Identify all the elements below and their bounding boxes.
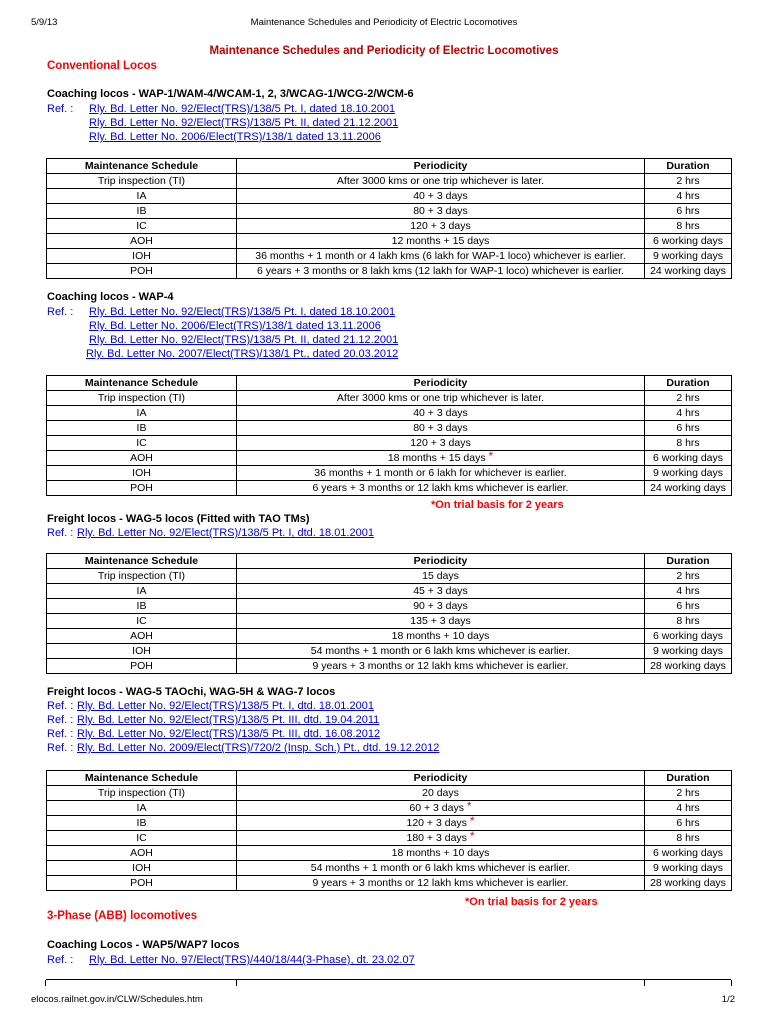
table-cell: 2 hrs	[645, 786, 732, 801]
table-cell: AOH	[47, 451, 237, 466]
table-cell: 18 months + 10 days	[237, 629, 645, 644]
table-cell: 6 years + 3 months or 12 lakh kms whichever is earlier.	[237, 481, 645, 496]
table-row	[47, 629, 732, 644]
block2-ref-link[interactable]	[89, 320, 381, 332]
table-cell: 9 working days	[645, 861, 732, 876]
reference-link[interactable]: Rly. Bd. Letter No. 92/Elect(TRS)/138/5 Pt. III, dtd. 19.04.2011	[77, 714, 380, 726]
table-cell: 80 + 3 days	[237, 421, 645, 436]
table-cell: 120 + 3 days	[237, 219, 645, 234]
table-cell: 18 months + 10 days	[237, 846, 645, 861]
reference-link[interactable]: Rly. Bd. Letter No. 92/Elect(TRS)/138/5 Pt. I, dated 18.10.2001	[89, 103, 396, 115]
page-title: Maintenance Schedules and Periodicity of Electric Locomotives	[209, 45, 559, 57]
block1-ref-label: Ref. :	[47, 103, 74, 115]
block4-ref-label: Ref. :	[47, 714, 74, 726]
table-cell: 12 months + 15 days	[237, 234, 645, 249]
trial-star-marker: *	[466, 800, 472, 813]
table-row	[47, 219, 732, 234]
block2-ref-link[interactable]	[86, 348, 398, 360]
reference-link[interactable]: Rly. Bd. Letter No. 2007/Elect(TRS)/138/1 Pt., dated 20.03.2012	[86, 348, 399, 360]
table-cell: POH	[47, 264, 237, 279]
table-cell: Trip inspection (TI)	[47, 174, 237, 189]
table-cell: 2 hrs	[645, 569, 732, 584]
table-row	[47, 801, 732, 816]
table-row	[47, 249, 732, 264]
block4-ref-link[interactable]	[77, 714, 379, 726]
table-cell: 90 + 3 days	[237, 599, 645, 614]
table-cell: 8 hrs	[645, 614, 732, 629]
trial-note: *On trial basis for 2 years	[465, 896, 598, 908]
table-row	[47, 816, 732, 831]
table-row	[47, 786, 732, 801]
table-row	[47, 204, 732, 219]
table-cell: 18 months + 15 days *	[237, 451, 645, 466]
table-cell: 6 hrs	[645, 204, 732, 219]
block1-title: Coaching locos - WAP-1/WAM-4/WCAM-1, 2, 3/WCAG-1/WCG-2/WCM-6	[47, 88, 414, 100]
table-cell: 9 years + 3 months or 12 lakh kms whichever is earlier.	[237, 659, 645, 674]
block2-ref-link[interactable]	[89, 334, 398, 346]
reference-link[interactable]: Rly. Bd. Letter No. 92/Elect(TRS)/138/5 Pt. III, dtd. 16.08.2012	[77, 728, 381, 740]
table-cell: Trip inspection (TI)	[47, 391, 237, 406]
table-row	[47, 584, 732, 599]
reference-link[interactable]: Rly. Bd. Letter No. 92/Elect(TRS)/138/5 Pt. II, dated 21.12.2001	[89, 334, 399, 346]
table-cell: IOH	[47, 466, 237, 481]
table-cell: 6 years + 3 months or 8 lakh kms (12 lakh for WAP-1 loco) whichever is earlier.	[237, 264, 645, 279]
table-cell: IA	[47, 801, 237, 816]
table-row	[47, 189, 732, 204]
block5-ref-label: Ref. :	[47, 954, 74, 966]
table-cell: 54 months + 1 month or 6 lakh kms whichever is earlier.	[237, 861, 645, 876]
reference-link[interactable]: Rly. Bd. Letter No. 92/Elect(TRS)/138/5 Pt. I, dtd. 18.01.2001	[77, 527, 374, 539]
table-cell: 4 hrs	[645, 801, 732, 816]
table-row	[47, 614, 732, 629]
table-cell: IOH	[47, 861, 237, 876]
table-cell: 40 + 3 days	[237, 406, 645, 421]
table-cell: After 3000 kms or one trip whichever is later.	[237, 174, 645, 189]
table-cell: IB	[47, 204, 237, 219]
table-row	[47, 391, 732, 406]
table-cell: 9 years + 3 months or 12 lakh kms whichever is earlier.	[237, 876, 645, 891]
table-cell: IOH	[47, 249, 237, 264]
block1-ref-link[interactable]	[89, 117, 398, 129]
table-cell: 6 working days	[645, 846, 732, 861]
table-cell: 24 working days	[645, 481, 732, 496]
table-row	[47, 599, 732, 614]
print-header	[0, 17, 768, 31]
col-header-duration: Duration	[645, 771, 732, 786]
table-cell: 45 + 3 days	[237, 584, 645, 599]
table-cell: 9 working days	[645, 466, 732, 481]
block1-ref-link[interactable]	[89, 131, 381, 143]
block4-ref-label: Ref. :	[47, 728, 74, 740]
table-cell: 6 hrs	[645, 421, 732, 436]
reference-link[interactable]: Rly. Bd. Letter No. 2009/Elect(TRS)/720/2 (Insp. Sch.) Pt., dtd. 19.12.2012	[77, 742, 440, 754]
table-row	[47, 861, 732, 876]
reference-link[interactable]: Rly. Bd. Letter No. 2006/Elect(TRS)/138/1 dated 13.11.2006	[89, 320, 381, 332]
table-cell: IB	[47, 599, 237, 614]
print-title: Maintenance Schedules and Periodicity of Electric Locomotives	[250, 17, 518, 28]
section-conventional: Conventional Locos	[47, 60, 157, 72]
table-cell: POH	[47, 481, 237, 496]
table-cell: 2 hrs	[645, 174, 732, 189]
trial-star-marker: *	[488, 450, 494, 463]
col-header-duration: Duration	[645, 554, 732, 569]
block5-title: Coaching Locos - WAP5/WAP7 locos	[47, 939, 240, 951]
table-row	[47, 644, 732, 659]
table-cell: 6 working days	[645, 629, 732, 644]
table-cell: IB	[47, 816, 237, 831]
block1-ref-link[interactable]	[89, 103, 395, 115]
reference-link[interactable]: Rly. Bd. Letter No. 92/Elect(TRS)/138/5 Pt. I, dtd. 18.01.2001	[77, 700, 374, 712]
col-header-schedule: Maintenance Schedule	[47, 159, 237, 174]
col-header-periodicity: Periodicity	[237, 771, 645, 786]
table-cell: 4 hrs	[645, 406, 732, 421]
table-cell: IA	[47, 189, 237, 204]
table-cell: 6 working days	[645, 451, 732, 466]
table-cell: IC	[47, 831, 237, 846]
table-cell: 36 months + 1 month or 4 lakh kms (6 lakh for WAP-1 loco) whichever is earlier.	[237, 249, 645, 264]
print-url: elocos.railnet.gov.in/CLW/Schedules.htm	[31, 994, 203, 1005]
col-header-periodicity: Periodicity	[237, 554, 645, 569]
table-row	[47, 234, 732, 249]
table-cell: POH	[47, 659, 237, 674]
table-row	[47, 406, 732, 421]
table-cell: 8 hrs	[645, 831, 732, 846]
reference-link[interactable]: Rly. Bd. Letter No. 2006/Elect(TRS)/138/1 dated 13.11.2006	[89, 131, 381, 143]
table-row	[47, 436, 732, 451]
block4-title: Freight locos - WAG-5 TAOchi, WAG-5H & WAG-7 locos	[47, 686, 336, 698]
block2-ref-link[interactable]	[89, 306, 395, 318]
table-row	[47, 876, 732, 891]
trial-note: *On trial basis for 2 years	[431, 499, 564, 511]
block4-ref-label: Ref. :	[47, 742, 74, 754]
col-header-schedule: Maintenance Schedule	[47, 554, 237, 569]
block5-ref-link[interactable]	[89, 954, 415, 966]
table-cell: AOH	[47, 234, 237, 249]
block2-ref-label: Ref. :	[47, 306, 74, 318]
table-cell: 20 days	[237, 786, 645, 801]
table-row	[47, 659, 732, 674]
table-row	[47, 264, 732, 279]
col-header-schedule: Maintenance Schedule	[47, 771, 237, 786]
table-cell: 6 working days	[645, 234, 732, 249]
trial-star-marker: *	[469, 815, 475, 828]
table-cell: 15 days	[237, 569, 645, 584]
table-cell: 28 working days	[645, 876, 732, 891]
table-cell: 6 hrs	[645, 816, 732, 831]
table-cell: IB	[47, 421, 237, 436]
table-cell: 36 months + 1 month or 6 lakh for whichever is earlier.	[237, 466, 645, 481]
table-row	[47, 174, 732, 189]
col-header-periodicity: Periodicity	[237, 159, 645, 174]
table-cell: 9 working days	[645, 644, 732, 659]
table-cell: IA	[47, 406, 237, 421]
table-cell: 24 working days	[645, 264, 732, 279]
table-cell: After 3000 kms or one trip whichever is later.	[237, 391, 645, 406]
block3-ref-label: Ref. :	[47, 527, 74, 539]
table-cell: POH	[47, 876, 237, 891]
table-cell: 120 + 3 days *	[237, 816, 645, 831]
table-cell: IC	[47, 219, 237, 234]
table-cell: 120 + 3 days	[237, 436, 645, 451]
table-header-row	[47, 159, 732, 174]
table-cell: 2 hrs	[645, 391, 732, 406]
table-row	[47, 466, 732, 481]
block4-ref-link[interactable]	[77, 700, 374, 712]
truncated-table-top	[46, 979, 731, 986]
table-cell: 60 + 3 days *	[237, 801, 645, 816]
table-cell: 40 + 3 days	[237, 189, 645, 204]
block3-ref-link[interactable]	[77, 527, 374, 539]
block2-title: Coaching locos - WAP-4	[47, 291, 174, 303]
table-row	[47, 831, 732, 846]
table-cell: 135 + 3 days	[237, 614, 645, 629]
col-header-duration: Duration	[645, 159, 732, 174]
block4-ref-label: Ref. :	[47, 700, 74, 712]
page-number: 1/2	[721, 994, 735, 1005]
table-row	[47, 451, 732, 466]
trial-star-marker: *	[469, 830, 475, 843]
table-cell: IC	[47, 614, 237, 629]
table-cell: 80 + 3 days	[237, 204, 645, 219]
col-header-schedule: Maintenance Schedule	[47, 376, 237, 391]
table-cell: 4 hrs	[645, 189, 732, 204]
table-cell: AOH	[47, 846, 237, 861]
col-header-duration: Duration	[645, 376, 732, 391]
table-cell: 28 working days	[645, 659, 732, 674]
block4-ref-link[interactable]	[77, 728, 380, 740]
table-cell: 8 hrs	[645, 436, 732, 451]
table-cell: 6 hrs	[645, 599, 732, 614]
table-cell: Trip inspection (TI)	[47, 569, 237, 584]
table-cell: AOH	[47, 629, 237, 644]
table-header-row	[47, 376, 732, 391]
table-cell: 8 hrs	[645, 219, 732, 234]
block4-ref-link[interactable]	[77, 742, 439, 754]
section-three-phase: 3-Phase (ABB) locomotives	[47, 910, 198, 922]
schedule-table-4	[46, 770, 732, 891]
table-header-row	[47, 771, 732, 786]
table-cell: IOH	[47, 644, 237, 659]
schedule-table-3	[46, 553, 732, 674]
table-cell: 180 + 3 days *	[237, 831, 645, 846]
schedule-table-1	[46, 158, 732, 279]
schedule-table-2	[46, 375, 732, 496]
table-cell: 54 months + 1 month or 6 lakh kms whichever is earlier.	[237, 644, 645, 659]
table-header-row	[47, 554, 732, 569]
reference-link[interactable]: Rly. Bd. Letter No. 97/Elect(TRS)/440/18/44(3-Phase), dt. 23.02.07	[89, 954, 415, 966]
block3-title: Freight locos - WAG-5 locos (Fitted with TAO TMs)	[47, 513, 310, 525]
table-cell: Trip inspection (TI)	[47, 786, 237, 801]
print-date: 5/9/13	[31, 17, 58, 28]
table-cell: 9 working days	[645, 249, 732, 264]
table-row	[47, 421, 732, 436]
col-header-periodicity: Periodicity	[237, 376, 645, 391]
table-cell: IA	[47, 584, 237, 599]
table-row	[47, 569, 732, 584]
table-row	[47, 846, 732, 861]
table-cell: IC	[47, 436, 237, 451]
table-row	[47, 481, 732, 496]
reference-link[interactable]: Rly. Bd. Letter No. 92/Elect(TRS)/138/5 Pt. II, dated 21.12.2001	[89, 117, 399, 129]
reference-link[interactable]: Rly. Bd. Letter No. 92/Elect(TRS)/138/5 Pt. I, dated 18.10.2001	[89, 306, 396, 318]
table-cell: 4 hrs	[645, 584, 732, 599]
